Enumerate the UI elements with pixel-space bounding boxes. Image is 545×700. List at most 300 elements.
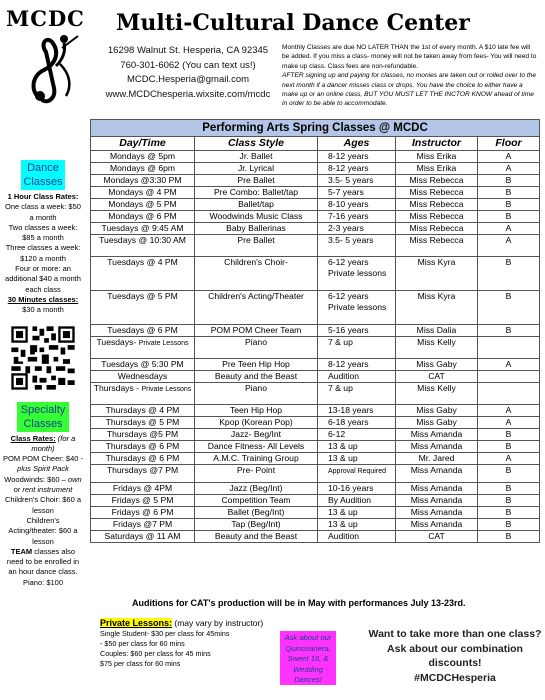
cell-day-time [91,405,195,417]
cell-day-time [91,371,195,383]
cell-class-style-text: Kpop (Korean Pop) [219,417,293,427]
cell-floor [478,453,540,465]
cell-floor [478,151,540,163]
cell-floor-text: B [505,507,512,517]
contact-info [98,44,278,102]
cell-floor-text: B [505,531,512,541]
cell-floor [478,175,540,187]
cell-class-style-text: Jr. Lyrical [238,163,274,173]
cell-class-style-text: Pre Combo: Ballet/tap [213,187,299,197]
cell-floor [478,257,540,291]
cell-instructor-text: Mr. Jared [418,453,455,463]
combo-discount-promo [368,627,542,685]
cell-class-style [195,199,318,211]
cell-day-time [91,453,195,465]
cell-day-time-text: Thursdays - [93,383,140,393]
cell-instructor [396,495,478,507]
piano-rate: Piano: $100 [22,577,64,587]
cell-instructor-text: Miss Kyra [417,291,456,301]
cell-floor [478,291,540,325]
cell-day-time-text: Fridays @7 PM [112,519,173,529]
schedule-row [91,235,540,257]
cell-class-style [195,257,318,291]
cell-ages-text: 8-12 years [328,359,369,369]
cell-floor-text: B [505,429,512,439]
cell-ages [318,257,396,291]
cell-ages-text: 7-16 years [328,211,369,221]
cell-floor-text: A [505,405,512,415]
cell-ages-text: 8-10 years [328,199,369,209]
cell-ages-text: 6-18 years [328,417,369,427]
cell-class-style-text: Pre Teen Hip Hop [222,359,290,369]
cell-floor-text: B [505,519,512,529]
cell-floor [478,163,540,175]
pompom-label: POM POM Cheer: $40 - [2,454,84,464]
cell-floor [478,371,540,383]
schedule-row [91,211,540,223]
rate-one: One class a week: $50 a month [5,202,81,222]
rate-thirty-value: $30 a month [22,305,64,315]
cell-instructor [396,405,478,417]
cell-ages [318,337,396,359]
cell-ages [318,175,396,187]
auditions-note: Auditions for CAT's production will be in May with performances July 13-23rd. [132,598,466,608]
cell-ages-text: 8-12 years [328,151,369,161]
schedule-row [91,175,540,187]
cell-floor-text: A [505,453,512,463]
cell-day-time-text: Mondays @ 4 PM [108,187,177,197]
cell-ages-text: 13 & up [328,519,358,529]
cell-class-style [195,441,318,453]
col-class-style: Class Style [195,137,318,151]
cell-ages [318,453,396,465]
schedule-row [91,325,540,337]
cell-floor [478,417,540,429]
cell-day-time [91,417,195,429]
policy-main: Monthly Classes are due NO LATER THAN the 1st of every month. A $10 late fee will be added. If you miss a class- money will not be taken away from fees- You will need to make up class. Class fees are non-refundable. [282,44,537,70]
schedule-row [91,495,540,507]
cell-class-style-text: Beauty and the Beast [214,371,298,381]
cell-floor [478,187,540,199]
cell-instructor [396,531,478,543]
cell-ages [318,483,396,495]
col-ages: Ages [318,137,396,151]
cell-instructor [396,291,478,325]
cell-day-time-text: Tuesdays @ 4 PM [107,257,178,267]
rates-sidebar [0,160,86,588]
cell-day-time-text: Thursdays @5 PM [106,429,179,439]
cell-day-time-text: Saturdays @ 11 AM [104,531,181,541]
cell-class-style [195,429,318,441]
cell-floor-text: B [505,495,512,505]
cell-class-style-text: Dance Fitness- All Levels [207,441,305,451]
cell-ages [318,405,396,417]
cell-ages [318,429,396,441]
specialty-rates [0,434,86,455]
cell-instructor [396,151,478,163]
cell-floor-text: B [505,187,512,197]
cell-instructor-text: Miss Dalia [416,325,457,335]
cell-class-style [195,163,318,175]
schedule-row [91,371,540,383]
cell-instructor [396,441,478,453]
cell-ages [318,325,396,337]
cell-ages [318,519,396,531]
cell-instructor [396,453,478,465]
private-lessons-note: (may vary by instructor) [172,618,264,628]
cell-class-style-text: Pre- Point [236,465,276,475]
cell-instructor-text: Miss Rebecca [409,199,464,209]
cell-ages [318,531,396,543]
schedule-row [91,441,540,453]
schedule-row [91,223,540,235]
pompom-note: plus Spirit Pack [17,464,69,474]
cell-class-style-text: Ballet/tap [238,199,274,209]
quinceanera-callout: Ask about our Quinceanera, Sweet 16, & Wedding Dances! [280,631,336,685]
cell-instructor [396,465,478,483]
cell-class-style [195,519,318,531]
cell-ages [318,417,396,429]
cell-floor-text: B [505,325,512,335]
cell-ages [318,495,396,507]
cell-day-time-text: Thursdays @ 6 PM [105,453,180,463]
cell-day-time [91,223,195,235]
cell-instructor-text: Miss Kyra [417,257,456,267]
cell-instructor [396,483,478,495]
cell-day-time-text: Tuesdays @ 5 PM [107,291,178,301]
cell-class-style [195,175,318,187]
cell-class-style-text: Children's Choir- [224,257,288,267]
phone: 760-301-6062 (You can text us!) [120,59,256,71]
page-title: Multi-Cultural Dance Center [116,10,470,36]
cell-class-style [195,465,318,483]
cell-day-time [91,257,195,291]
email[interactable]: MCDC.Hesperia@gmail.com [126,74,250,85]
cell-ages-text: 13 & up [328,453,358,463]
cell-instructor-text: Miss Rebecca [409,175,464,185]
cell-instructor [396,371,478,383]
private-lessons-tag: Private Lessons [138,340,189,347]
cell-class-style [195,383,318,405]
cell-instructor [396,199,478,211]
cell-floor-text: B [505,465,512,475]
cell-ages [318,211,396,223]
cell-instructor [396,359,478,371]
schedule-row [91,359,540,371]
cell-floor-text: B [505,257,512,267]
schedule-row [91,417,540,429]
woodwinds-note: – own or rent instrument [13,474,82,495]
cell-class-style-text: Jazz (Beg/Int) [229,483,283,493]
cell-ages [318,223,396,235]
cell-class-style-text: Jazz- Beg/Int [230,429,282,439]
col-day-time: Day/Time [91,137,195,151]
logo-text: MCDC [6,6,85,31]
cell-ages [318,383,396,405]
cell-floor-text: B [505,211,512,221]
cell-ages [318,441,396,453]
cell-class-style [195,371,318,383]
class-schedule-table [90,119,540,543]
cell-floor [478,325,540,337]
cell-ages-text: 3.5- 5 years [328,175,374,185]
cell-ages-text: 6-12 [328,429,346,439]
cell-floor [478,235,540,257]
cell-ages-text: 7 & up [328,383,353,393]
cell-day-time-text: Mondays @ 6pm [109,163,176,173]
cell-floor [478,441,540,453]
column-headers [91,137,540,151]
cell-floor [478,507,540,519]
address: 16298 Walnut St. Hesperia, CA 92345 [107,45,269,56]
cell-ages-text: 8-12 years [328,163,369,173]
woodwinds-rate [0,475,86,496]
private-single-60: - $50 per class for 60 mins [100,639,185,648]
specialty-classes-heading: Specialty Classes [17,402,69,432]
cell-instructor-text: Miss Amanda [410,519,463,529]
cell-day-time [91,235,195,257]
cell-class-style-text: Pre Ballet [237,175,275,185]
cell-day-time-text: Fridays @ 5 PM [111,495,174,505]
team-rest: classes also need to be enrolled in an hour dance class. [6,546,80,577]
cell-instructor [396,235,478,257]
cell-floor-text: A [505,235,512,245]
schedule-row [91,151,540,163]
schedule-row [91,257,540,291]
schedule-row [91,531,540,543]
cell-class-style [195,235,318,257]
private-lessons-tag: Private Lessons [141,386,192,393]
cell-instructor [396,187,478,199]
cell-day-time-text: Mondays @ 5pm [109,151,176,161]
cell-class-style [195,211,318,223]
cell-ages-text: 13 & up [328,441,358,451]
cell-class-style-text: Beauty and the Beast [214,531,298,541]
schedule-row [91,483,540,495]
cell-instructor-text: Miss Kelly [417,337,456,347]
cell-ages-text: Approval Required [328,468,386,475]
private-single: Single Student- $30 per class for 45mins [100,629,230,638]
cell-class-style [195,291,318,325]
cell-instructor [396,223,478,235]
cell-day-time [91,211,195,223]
cell-instructor-text: Miss Gaby [416,405,457,415]
cell-floor-text: A [505,151,512,161]
schedule-row [91,465,540,483]
cell-ages-text: 2-3 years [328,223,364,233]
cell-floor [478,405,540,417]
cell-class-style [195,337,318,359]
cell-class-style-text: Pre Ballet [237,235,275,245]
cell-class-style-text: Woodwinds Music Class [209,211,303,221]
cell-day-time-text: Thursdays @ 5 PM [105,417,180,427]
cell-class-style-text: Piano [245,383,267,393]
cell-ages-text: 13-18 years [328,405,374,415]
cell-ages-text: 13 & up [328,507,358,517]
cell-floor-text: B [505,175,512,185]
cell-class-style [195,405,318,417]
cell-day-time-text: Mondays @ 5 PM [108,199,177,209]
cell-class-style-text: POM POM Cheer Team [210,325,302,335]
cell-instructor-text: Miss Erika [416,151,457,161]
cell-day-time [91,507,195,519]
cell-day-time [91,531,195,543]
cell-class-style-text: Competition Team [221,495,291,505]
cell-instructor [396,325,478,337]
schedule-row [91,383,540,405]
cell-instructor [396,507,478,519]
cell-ages-text: 6-12 years Private lessons [328,257,387,278]
cell-floor-text: B [505,291,512,301]
cell-floor-text: A [505,359,512,369]
cell-floor [478,223,540,235]
cell-instructor [396,257,478,291]
cell-instructor-text: Miss Gaby [416,417,457,427]
rate-three: Three classes a week: $120 a month [5,243,81,263]
private-lessons-heading: Private Lessons: [100,618,173,628]
cell-day-time [91,465,195,483]
cell-floor [478,429,540,441]
cell-class-style-text: Tap (Beg/Int) [231,519,281,529]
cell-class-style [195,483,318,495]
cell-instructor-text: Miss Erika [416,163,457,173]
cell-ages [318,187,396,199]
cell-floor-text: B [505,441,512,451]
team-note [0,547,86,578]
hashtag: #MCDCHesperia [414,671,496,684]
rate-four: Four or more: an additional $40 a month each class [5,264,81,294]
cell-instructor-text: Miss Amanda [410,483,463,493]
cell-floor [478,211,540,223]
schedule-row [91,187,540,199]
cell-ages-text: Audition [328,371,360,381]
cell-day-time [91,495,195,507]
cell-day-time-text: Fridays @ 4PM [112,483,173,493]
pompom-rate [0,454,86,475]
cell-day-time [91,519,195,531]
cell-day-time [91,199,195,211]
cell-day-time [91,163,195,175]
cell-day-time-text: Mondays @ 6 PM [108,211,177,221]
cell-class-style [195,151,318,163]
cell-day-time-text: Wednesdays [117,371,168,381]
cell-instructor-text: Miss Rebecca [409,187,464,197]
schedule-row [91,453,540,465]
schedule-row [91,429,540,441]
cell-class-style [195,359,318,371]
cell-day-time-text: Mondays @3:30 PM [103,175,182,185]
cell-floor-text: A [505,163,512,173]
col-floor: Floor [478,137,540,151]
cell-ages-text: 3.5- 5 years [328,235,374,245]
cell-floor [478,465,540,483]
rate-thirty-label: 30 Minutes classes: [7,294,79,304]
cell-day-time [91,291,195,325]
payment-policy [282,43,538,109]
policy-italic: AFTER signing up and paying for classes, no monies are taken out or rolled over to the next month if a dancer misses class or drops. You have the choice to either have a make up or an online class, BUT YOU MUST LET THE INCTOR KNOW ahead of time in order to be able to accommodate. [282,72,536,108]
schedule-title: Performing Arts Spring Classes @ MCDC [91,120,540,137]
specialty-rates-note: (for a month) [31,433,76,453]
schedule-row [91,337,540,359]
schedule-row [91,507,540,519]
cell-ages-text: Audition [328,531,360,541]
cell-instructor-text: Miss Rebecca [409,223,464,233]
cell-class-style [195,507,318,519]
cell-class-style [195,531,318,543]
cell-ages [318,507,396,519]
website-link[interactable]: www.MCDChesperia.wixsite.com/mcdc [105,88,271,100]
cell-instructor-text: Miss Gaby [416,359,457,369]
cell-class-style-text: Jr. Ballet [239,151,273,161]
cell-instructor-text: Miss Kelly [417,383,456,393]
cell-ages [318,291,396,325]
schedule-row [91,405,540,417]
cell-floor [478,383,540,405]
promo-text: Want to take more than one class? Ask about our combination discounts! [368,628,542,669]
cell-day-time-text: Fridays @ 6 PM [111,507,174,517]
cell-day-time-text: Tuesdays- [96,337,137,347]
cell-floor [478,519,540,531]
cell-day-time [91,383,195,405]
cell-ages-text: 10-16 years [328,483,374,493]
cell-day-time-text: Tuesdays @ 5:30 PM [101,359,184,369]
cell-floor [478,483,540,495]
cell-ages [318,199,396,211]
cell-instructor-text: Miss Amanda [410,465,463,475]
col-instructor: Instructor [396,137,478,151]
rates-heading: 1 Hour Class Rates: [7,192,79,201]
acting-rate: Children's Acting/theater: $60 a lesson [8,515,78,546]
qr-code-icon[interactable] [9,324,77,392]
cell-floor [478,199,540,211]
cell-day-time [91,151,195,163]
cell-floor [478,337,540,359]
cell-class-style-text: Ballet (Beg/Int) [227,507,285,517]
cell-ages [318,151,396,163]
schedule-row [91,519,540,531]
cell-floor [478,495,540,507]
cell-ages-text: By Audition [328,495,371,505]
cell-instructor [396,519,478,531]
cell-floor-text: B [505,483,512,493]
cell-class-style [195,187,318,199]
dance-classes-heading: Dance Classes [21,160,65,190]
cell-instructor [396,163,478,175]
cell-instructor-text: Miss Amanda [410,495,463,505]
cell-instructor [396,429,478,441]
treble-clef-dancer-logo [26,30,84,106]
cell-floor [478,359,540,371]
cell-class-style-text: Children's Acting/Theater [208,291,304,301]
cell-class-style [195,453,318,465]
cell-class-style [195,495,318,507]
rate-thirty [0,295,86,316]
cell-class-style-text: Piano [245,337,267,347]
cell-day-time [91,175,195,187]
cell-day-time [91,337,195,359]
cell-instructor [396,175,478,187]
cell-floor [478,531,540,543]
schedule-row [91,163,540,175]
specialty-rates-label: Class Rates: [10,433,56,443]
cell-day-time-text: Thursdays @ 4 PM [105,405,180,415]
cell-class-style [195,417,318,429]
cell-instructor [396,417,478,429]
cell-ages [318,465,396,483]
cell-day-time-text: Thursdays @7 PM [106,465,179,475]
cell-day-time [91,359,195,371]
cell-ages-text: 5-7 years [328,187,364,197]
